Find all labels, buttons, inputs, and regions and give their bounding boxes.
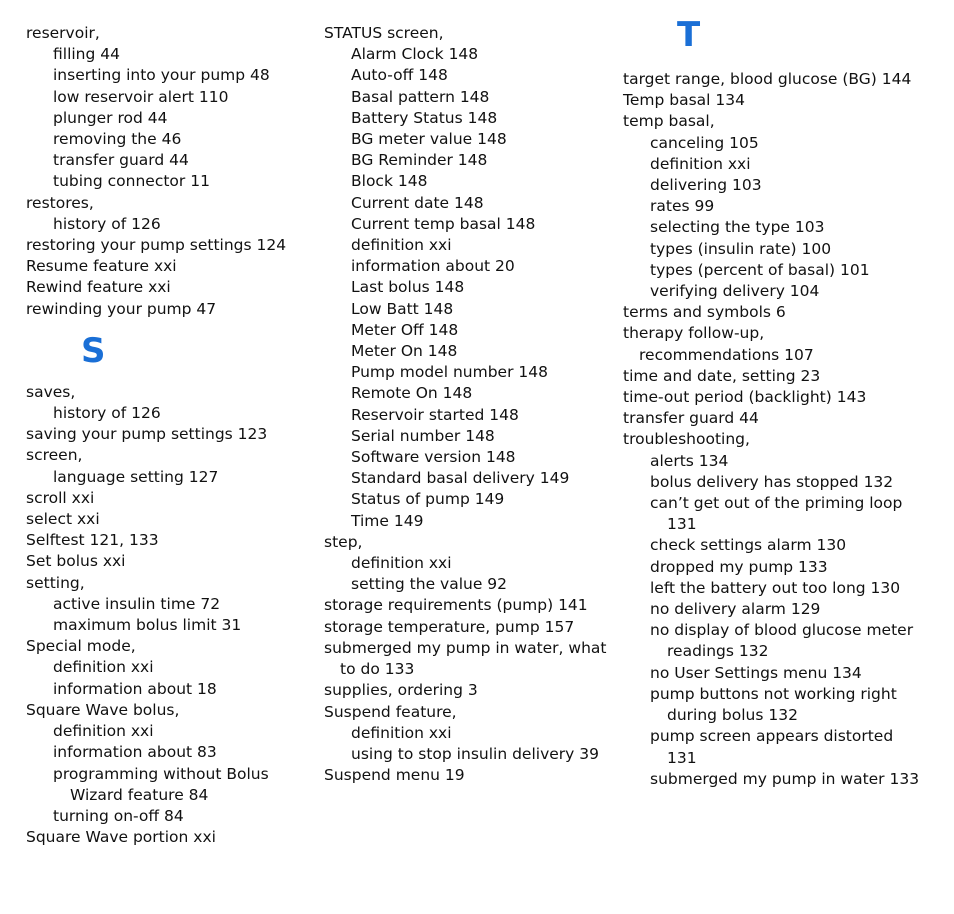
index-subentry: recommendations 107 — [639, 345, 814, 364]
index-subentry: definition xxi — [53, 722, 154, 741]
index-subentry: using to stop insulin delivery 39 — [351, 744, 599, 763]
index-column-1 — [26, 23, 311, 848]
index-entry: Suspend menu 19 — [324, 766, 465, 785]
index-subentry: information about 20 — [351, 257, 515, 276]
index-subentry: history of 126 — [53, 404, 161, 423]
index-subentry: rates 99 — [650, 197, 715, 216]
index-entry: storage requirements (pump) 141 — [324, 596, 588, 615]
index-subentry: BG Reminder 148 — [351, 151, 488, 170]
index-subentry: left the battery out too long 130 — [650, 578, 901, 597]
index-entry: Square Wave bolus, — [26, 700, 180, 719]
index-subentry: no display of blood glucose meter — [650, 621, 914, 640]
index-entry: Rewind feature xxi — [26, 278, 171, 297]
index-subentry: no User Settings menu 134 — [650, 663, 862, 682]
index-entry: submerged my pump in water, what — [324, 638, 607, 657]
index-subentry: tubing connector 11 — [53, 172, 210, 191]
index-entry: Set bolus xxi — [26, 552, 126, 571]
index-entry: therapy follow-up, — [623, 324, 765, 343]
index-subentry: Basal pattern 148 — [351, 87, 490, 106]
index-entry: terms and symbols 6 — [623, 303, 786, 322]
index-subentry: information about 18 — [53, 679, 217, 698]
index-subentry: no delivery alarm 129 — [650, 600, 821, 619]
index-subentry: transfer guard 44 — [53, 151, 189, 170]
index-entry: restoring your pump settings 124 — [26, 236, 287, 255]
index-subentry: low reservoir alert 110 — [53, 87, 229, 106]
index-subentry: Block 148 — [351, 172, 428, 191]
index-entry: rewinding your pump 47 — [26, 299, 217, 318]
index-entry: transfer guard 44 — [623, 409, 759, 428]
index-entry: Resume feature xxi — [26, 257, 177, 276]
index-subentry: Low Batt 148 — [351, 299, 454, 318]
index-subentry: to do 133 — [340, 660, 415, 679]
index-entry: storage temperature, pump 157 — [324, 617, 575, 636]
index-subentry: definition xxi — [650, 154, 751, 173]
index-subentry: maximum bolus limit 31 — [53, 616, 242, 635]
index-subentry: types (insulin rate) 100 — [650, 239, 832, 258]
index-subentry: removing the 46 — [53, 130, 182, 149]
index-subentry: pump screen appears distorted — [650, 727, 894, 746]
index-subentry: Meter Off 148 — [351, 320, 459, 339]
index-subentry: Software version 148 — [351, 448, 516, 467]
index-subentry: during bolus 132 — [667, 706, 798, 725]
index-subentry: Standard basal delivery 149 — [351, 469, 570, 488]
index-subentry: definition xxi — [351, 723, 452, 742]
index-entry: time-out period (backlight) 143 — [623, 388, 867, 407]
index-entry: STATUS screen, — [324, 24, 444, 42]
index-entry: Temp basal 134 — [623, 91, 745, 110]
index-subentry: 131 — [667, 748, 697, 767]
index-subentry: Auto-off 148 — [351, 66, 448, 85]
index-subentry: Current temp basal 148 — [351, 214, 536, 233]
index-subentry: filling 44 — [53, 45, 120, 64]
index-subentry: dropped my pump 133 — [650, 557, 828, 576]
index-subentry: history of 126 — [53, 214, 161, 233]
index-entry: time and date, setting 23 — [623, 366, 821, 385]
index-entry: supplies, ordering 3 — [324, 681, 478, 700]
index-entry: select xxi — [26, 510, 100, 529]
index-entry: Selftest 121, 133 — [26, 531, 159, 550]
index-subentry: active insulin time 72 — [53, 594, 221, 613]
index-column-3 — [623, 15, 943, 790]
index-subentry: types (percent of basal) 101 — [650, 260, 870, 279]
index-subentry: pump buttons not working right — [650, 684, 897, 703]
section-letter-t: T — [677, 15, 701, 55]
index-subentry: can’t get out of the priming loop — [650, 494, 903, 513]
index-subentry: information about 83 — [53, 743, 217, 762]
index-subentry: Current date 148 — [351, 193, 484, 212]
index-entry: Square Wave portion xxi — [26, 828, 216, 847]
index-subentry: bolus delivery has stopped 132 — [650, 472, 894, 491]
index-entry: step, — [324, 532, 363, 551]
index-subentry: plunger rod 44 — [53, 108, 168, 127]
index-subentry: Wizard feature 84 — [70, 785, 209, 804]
index-subentry: delivering 103 — [650, 176, 762, 195]
index-entry: setting, — [26, 573, 85, 592]
index-subentry: Last bolus 148 — [351, 278, 465, 297]
index-entry: restores, — [26, 193, 94, 212]
index-subentry: definition xxi — [351, 554, 452, 573]
index-subentry: canceling 105 — [650, 133, 759, 152]
index-subentry: Meter On 148 — [351, 342, 458, 361]
index-subentry: Serial number 148 — [351, 426, 495, 445]
index-entry: target range, blood glucose (BG) 144 — [623, 70, 912, 88]
index-subentry: programming without Bolus — [53, 764, 269, 783]
index-subentry: 131 — [667, 515, 697, 534]
index-entry: troubleshooting, — [623, 430, 750, 449]
index-subentry: Alarm Clock 148 — [351, 45, 479, 64]
index-entry: scroll xxi — [26, 488, 95, 507]
index-subentry: Pump model number 148 — [351, 363, 548, 382]
index-subentry: Reservoir started 148 — [351, 405, 519, 424]
index-subentry: submerged my pump in water 133 — [650, 769, 920, 788]
index-subentry: check settings alarm 130 — [650, 536, 847, 555]
index-entry: temp basal, — [623, 112, 715, 131]
index-column-2 — [324, 23, 614, 786]
index-subentry: definition xxi — [351, 236, 452, 255]
index-entry: Suspend feature, — [324, 702, 457, 721]
index-subentry: BG meter value 148 — [351, 130, 507, 149]
index-subentry: verifying delivery 104 — [650, 282, 820, 301]
index-subentry: turning on-off 84 — [53, 806, 184, 825]
index-entry: reservoir, — [26, 24, 100, 42]
index-subentry: selecting the type 103 — [650, 218, 825, 237]
index-subentry: readings 132 — [667, 642, 769, 661]
index-entry: saves, — [26, 382, 76, 401]
section-letter-s: S — [81, 330, 106, 371]
index-subentry: language setting 127 — [53, 467, 219, 486]
index-subentry: Battery Status 148 — [351, 108, 498, 127]
index-subentry: alerts 134 — [650, 451, 729, 470]
index-subentry: Remote On 148 — [351, 384, 473, 403]
index-entry: Special mode, — [26, 637, 136, 656]
index-entry: screen, — [26, 446, 83, 465]
index-subentry: setting the value 92 — [351, 575, 508, 594]
index-subentry: Time 149 — [351, 511, 424, 530]
index-subentry: Status of pump 149 — [351, 490, 505, 509]
index-subentry: definition xxi — [53, 658, 154, 677]
index-entry: saving your pump settings 123 — [26, 425, 268, 444]
index-subentry: inserting into your pump 48 — [53, 66, 270, 85]
